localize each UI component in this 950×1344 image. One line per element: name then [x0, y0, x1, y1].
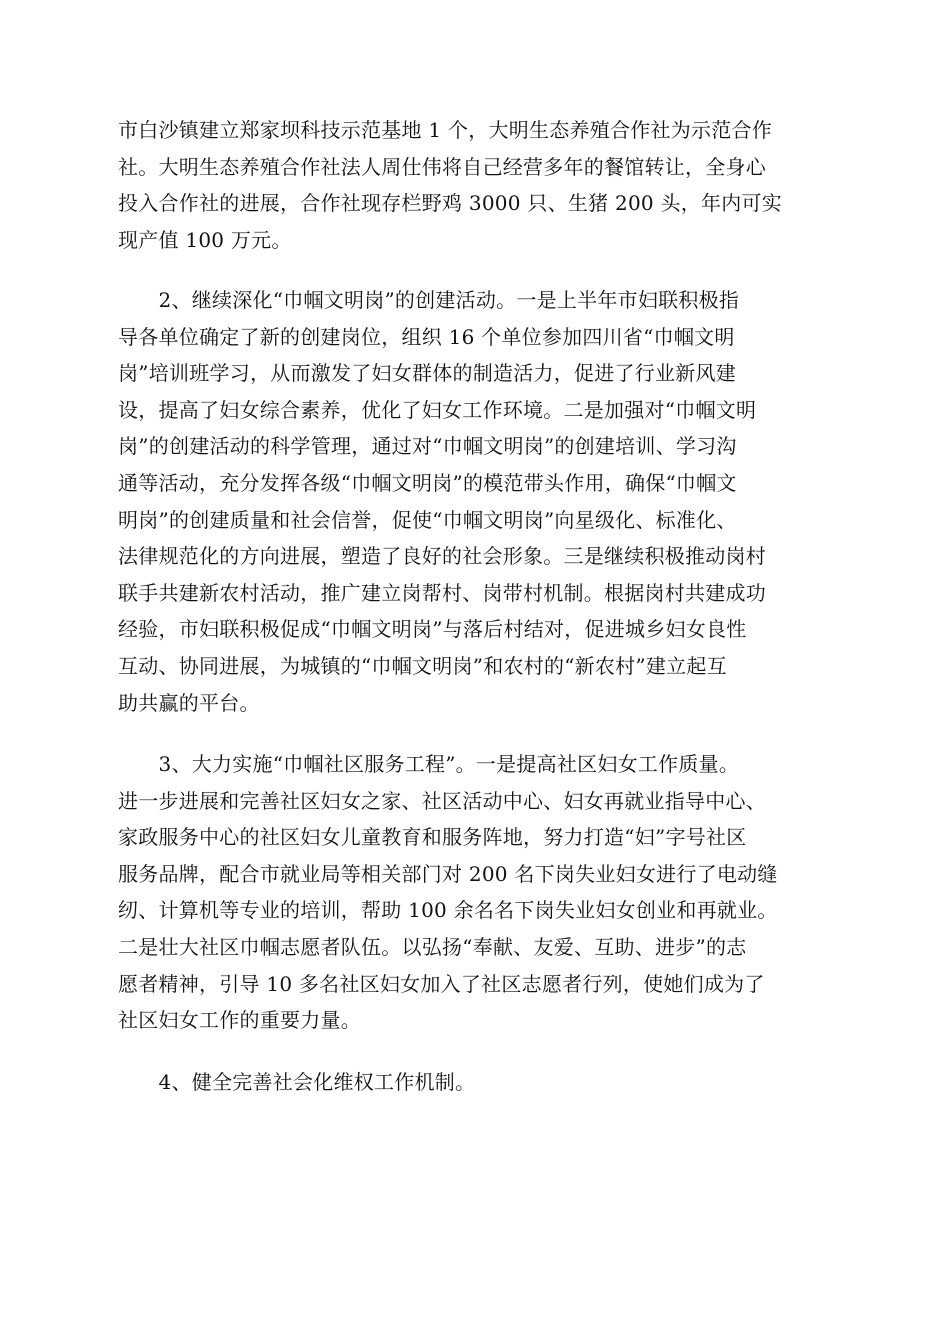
paragraph-item-3: 3、大力实施“巾帼社区服务工程”。一是提高社区妇女工作质量。 进一步进展和完善社区妇女之家、社区活动中心、妇女再就业指导中心、 家政服务中心的社区妇女儿童教育和服务阵地，努力打造“妇”字号社区 服务品牌，配合市就业局等相关部门对 200 名下岗失业妇女进行了电动缝 纫、计算机等专业的培训，帮助 100 余名名下岗失业妇女创业和再就业。 二是壮大社区巾帼志愿者队伍。以弘扬“奉献、友爱、互助、进步”的志 愿者精神，引导 10 多名社区妇女加入了社区志愿者行列，使她们成为了 社区妇女工作的重要力量。 [118, 752, 778, 1033]
paragraph-item-2: 2、继续深化“巾帼文明岗”的创建活动。一是上半年市妇联积极指 导各单位确定了新的创建岗位，组织 16 个单位参加四川省“巾帼文明 岗”培训班学习，从而激发了妇女群体的制造活力，促进了行业新风建 设，提高了妇女综合素养，优化了妇女工作环境。二是加强对“巾帼文明 岗”的创建活动的科学管理，通过对“巾帼文明岗”的创建培训、学习沟 通等活动，充分发挥各级“巾帼文明岗”的模范带头作用，确保“巾帼文 明岗”的创建质量和社会信誉，促使“巾帼文明岗”向星级化、标准化、 法律规范化的方向进展，塑造了良好的社会形象。三是继续积极推动岗村 联手共建新农村活动，推广建立岗帮村、岗带村机制。根据岗村共建成功 经验，市妇联积极促成“巾帼文明岗”与落后村结对，促进城乡妇女良性 互动、协同进展，为城镇的“巾帼文明岗”和农村的“新农村”建立起互 助共赢的平台。 [118, 288, 766, 715]
paragraph-item-4: 4、健全完善社会化维权工作机制。 [118, 1070, 476, 1094]
paragraph-continuation: 市白沙镇建立郑家坝科技示范基地 1 个，大明生态养殖合作社为示范合作 社。大明生态养殖合作社法人周仕伟将自己经营多年的餐馆转让，全身心 投入合作社的进展，合作社现存栏野鸡 3000 只、生猪 200 头，年内可实 现产值 100 万元。 [118, 118, 783, 252]
